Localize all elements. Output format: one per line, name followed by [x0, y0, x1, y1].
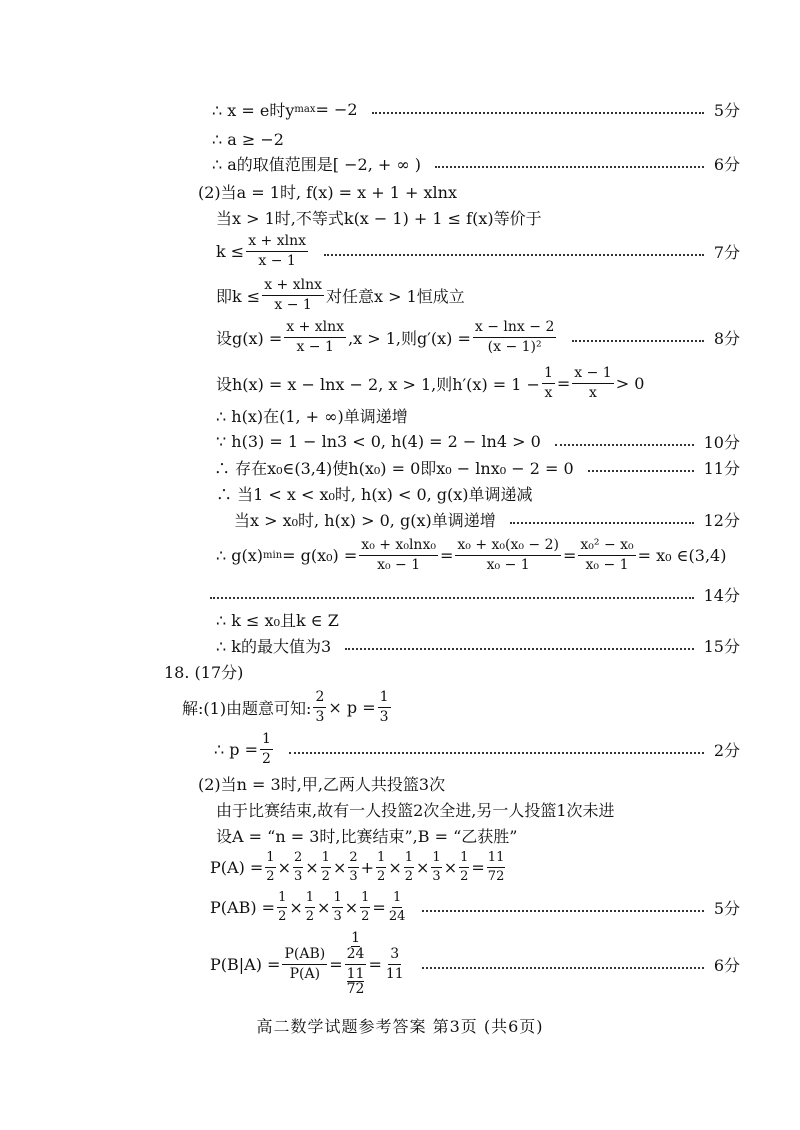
score-mark: 2分 [713, 740, 740, 760]
dot-leader [422, 967, 704, 969]
math-text: 解:(1)由题意可知: [182, 698, 312, 718]
fraction: $\frac{11}{72}$ [487, 849, 505, 884]
solution-line [212, 126, 740, 152]
compound-fraction: 1 24 11 72 [346, 930, 365, 998]
math-text: ∴ a的取值范围是[ −2, + ∞ ) [212, 154, 422, 174]
math-text: = [439, 545, 454, 565]
fraction: $\frac{1}{3}$ [379, 688, 389, 725]
fraction: $\frac{1}{3}$ [333, 889, 342, 924]
math-text: = x₀ ∈(3,4) [637, 545, 727, 565]
dot-leader [422, 910, 703, 912]
math-text: 设g(x) = [216, 328, 283, 348]
fraction: $\frac{2}{3}$ [293, 849, 303, 884]
math-text: ,x > 1,则g′(x) = [348, 328, 471, 348]
math-text: ∴ k的最大值为3 [216, 636, 332, 656]
fraction: $\frac{2}{3}$ [349, 849, 358, 884]
solution-line: P(B|A) = $\frac{P(AB)}{P(A)}$ = 1 24 11 72 = $\frac{3}{11}$ 6分 [210, 930, 740, 998]
fraction: $\frac{1}{2}$ [361, 889, 370, 924]
math-text: P(AB) = [210, 897, 276, 917]
score-mark: 12分 [703, 510, 740, 530]
math-text: ∴ x = e时y [212, 100, 295, 120]
solution-line [216, 480, 740, 506]
math-text: ∵ h(3) = 1 − ln3 < 0, h(4) = 2 − ln4 > 0 [216, 431, 541, 451]
solution-line [198, 770, 740, 796]
math-text: ∴ k ≤ x₀且k ∈ Z [216, 610, 339, 630]
fraction: $\frac{x - 1}{x}$ [574, 364, 612, 401]
dot-leader [345, 648, 693, 650]
fraction: $\frac{1}{2}$ [266, 849, 275, 884]
math-text: ∴ g(x) [216, 545, 264, 565]
math-text: 当x > x₀时, h(x) > 0, g(x)单调递增 [234, 510, 496, 530]
fraction: $\frac{1}{2}$ [404, 849, 414, 884]
math-text: 即k ≤ [216, 286, 261, 306]
solution-line [216, 314, 740, 360]
question-number [164, 658, 740, 684]
math-text: = −2 [315, 99, 358, 119]
score-mark: 5分 [713, 898, 740, 918]
solution-line [212, 150, 740, 176]
dot-leader [572, 340, 703, 342]
math-text: (2)当n = 3时,甲,乙两人共投篮3次 [198, 774, 446, 794]
fraction: $\frac{P(AB)}{P(A)}$ [284, 945, 326, 982]
math-text: = [562, 545, 577, 565]
fraction: $\frac{\text{x₀ + x₀(x₀ − 2)}}{\text{x₀ − 1}}$ [457, 536, 559, 573]
math-text: = [556, 373, 571, 393]
fraction: $\frac{1}{2}$ [377, 849, 386, 884]
dot-leader [372, 112, 704, 114]
math-text: k ≤ [216, 241, 245, 261]
fraction: $\frac{1}{2}$ [321, 849, 330, 884]
fraction: $\frac{1}{2}$ [305, 889, 315, 924]
page-footer: 高二数学试题参考答案 第3页 (共6页) [256, 1017, 544, 1036]
fraction: $\frac{x + xlnx}{x - 1}$ [286, 318, 345, 355]
solution-line [234, 506, 740, 532]
solution-line [216, 606, 740, 632]
fraction: $\frac{1}{2}$ [278, 889, 287, 924]
score-mark: 6分 [713, 154, 740, 174]
score-mark: 15分 [703, 636, 740, 656]
fraction: $\frac{1}{2}$ [262, 730, 271, 767]
solution-line: P(A) = $\frac{1}{2}$ × $\frac{2}{3}$ × $\frac{1}{2}$ × $\frac{2}{3}$ + $\frac{1}{2}$ × $\frac{1}{2}$ × $\frac{1}{3}$ × $\frac{1}{2}$ = $\frac{11}{72}$ [210, 849, 505, 884]
fraction: $\frac{1}{24}$ [388, 889, 406, 924]
math-text: 由于比赛结束,故有一人投篮2次全进,另一人投篮1次未进 [216, 800, 615, 820]
solution-line [216, 428, 740, 454]
math-text: ∴ 当1 < x < x₀时, h(x) < 0, g(x)单调递减 [216, 484, 533, 504]
math-text: ∴ p = [214, 739, 258, 759]
dot-leader [588, 470, 694, 472]
solution-line [198, 178, 740, 204]
fraction: $\frac{1}{2}$ [460, 849, 469, 884]
solution-line [216, 204, 740, 230]
solution-line [216, 632, 740, 658]
score-mark: 14分 [703, 585, 740, 605]
solution-line [214, 454, 740, 480]
solution-line [216, 272, 740, 318]
fraction: $\frac{x + xlnx}{x - 1}$ [248, 232, 306, 269]
score-mark: 8分 [713, 328, 740, 348]
fraction: $\frac{\text{x₀² − x₀}}{\text{x₀ − 1}}$ [580, 536, 634, 573]
score-mark: 11分 [703, 458, 740, 478]
math-text: ∴ a ≥ −2 [212, 129, 284, 149]
solution-line: P(AB) = $\frac{1}{2}$ × $\frac{1}{2}$ × $\frac{1}{3}$ × $\frac{1}{2}$ = $\frac{1}{24}$ 5分 [210, 889, 740, 924]
fraction: $\frac{1}{3}$ [432, 849, 441, 884]
fraction: $\frac{x + xlnx}{x - 1}$ [264, 276, 323, 313]
dot-leader [289, 752, 704, 754]
math-text: P(A) = [210, 857, 264, 877]
solution-line [182, 684, 740, 730]
score-mark: 5分 [713, 100, 740, 120]
solution-line [210, 584, 740, 604]
fraction: $\frac{1}{x}$ [543, 364, 553, 401]
fraction: $\frac{3}{11}$ [385, 945, 404, 982]
subscript: min [263, 549, 283, 561]
score-mark: 6分 [713, 955, 740, 975]
math-text: P(B|A) = [210, 954, 281, 974]
dot-leader [435, 166, 704, 168]
math-text: 当x > 1时,不等式k(x − 1) + 1 ≤ f(x)等价于 [216, 208, 542, 228]
math-text: 设A = “n = 3时,比赛结束”,B = “乙获胜” [216, 826, 518, 846]
dot-leader [555, 444, 694, 446]
math-text: 18. (17分) [164, 662, 244, 682]
math-text: (2)当a = 1时, f(x) = x + 1 + xlnx [198, 182, 457, 202]
math-text: ∴ 存在x₀∈(3,4)使h(x₀) = 0即x₀ − lnx₀ − 2 = 0 [214, 458, 574, 478]
fraction: $\frac{x - \ln x - 2}{\text{(x − 1)²}}$ [474, 318, 555, 355]
fraction: $\frac{\text{x₀ + x₀lnx₀}}{\text{x₀ − 1}}$ [361, 536, 436, 573]
solution-line [216, 360, 740, 406]
score-mark: 10分 [703, 432, 740, 452]
math-text: > 0 [615, 373, 645, 393]
dot-leader [510, 522, 694, 524]
subscript: max [294, 103, 316, 115]
solution-line [216, 532, 740, 578]
solution-line [214, 726, 740, 772]
dot-leader [210, 597, 694, 599]
math-text: ∴ h(x)在(1, + ∞)单调递增 [216, 406, 408, 426]
math-text: = g(x₀) = [282, 545, 358, 565]
math-text: × p = [328, 697, 376, 717]
solution-line [216, 796, 740, 822]
solution-line [216, 402, 740, 428]
math-text: 对任意x > 1恒成立 [326, 286, 465, 306]
score-mark: 7分 [713, 242, 740, 262]
fraction: $\frac{2}{3}$ [315, 688, 325, 725]
solution-line [212, 96, 740, 122]
math-text: 设h(x) = x − lnx − 2, x > 1,则h′(x) = 1 − [216, 374, 540, 394]
solution-line [216, 228, 740, 274]
dot-leader [324, 254, 704, 256]
